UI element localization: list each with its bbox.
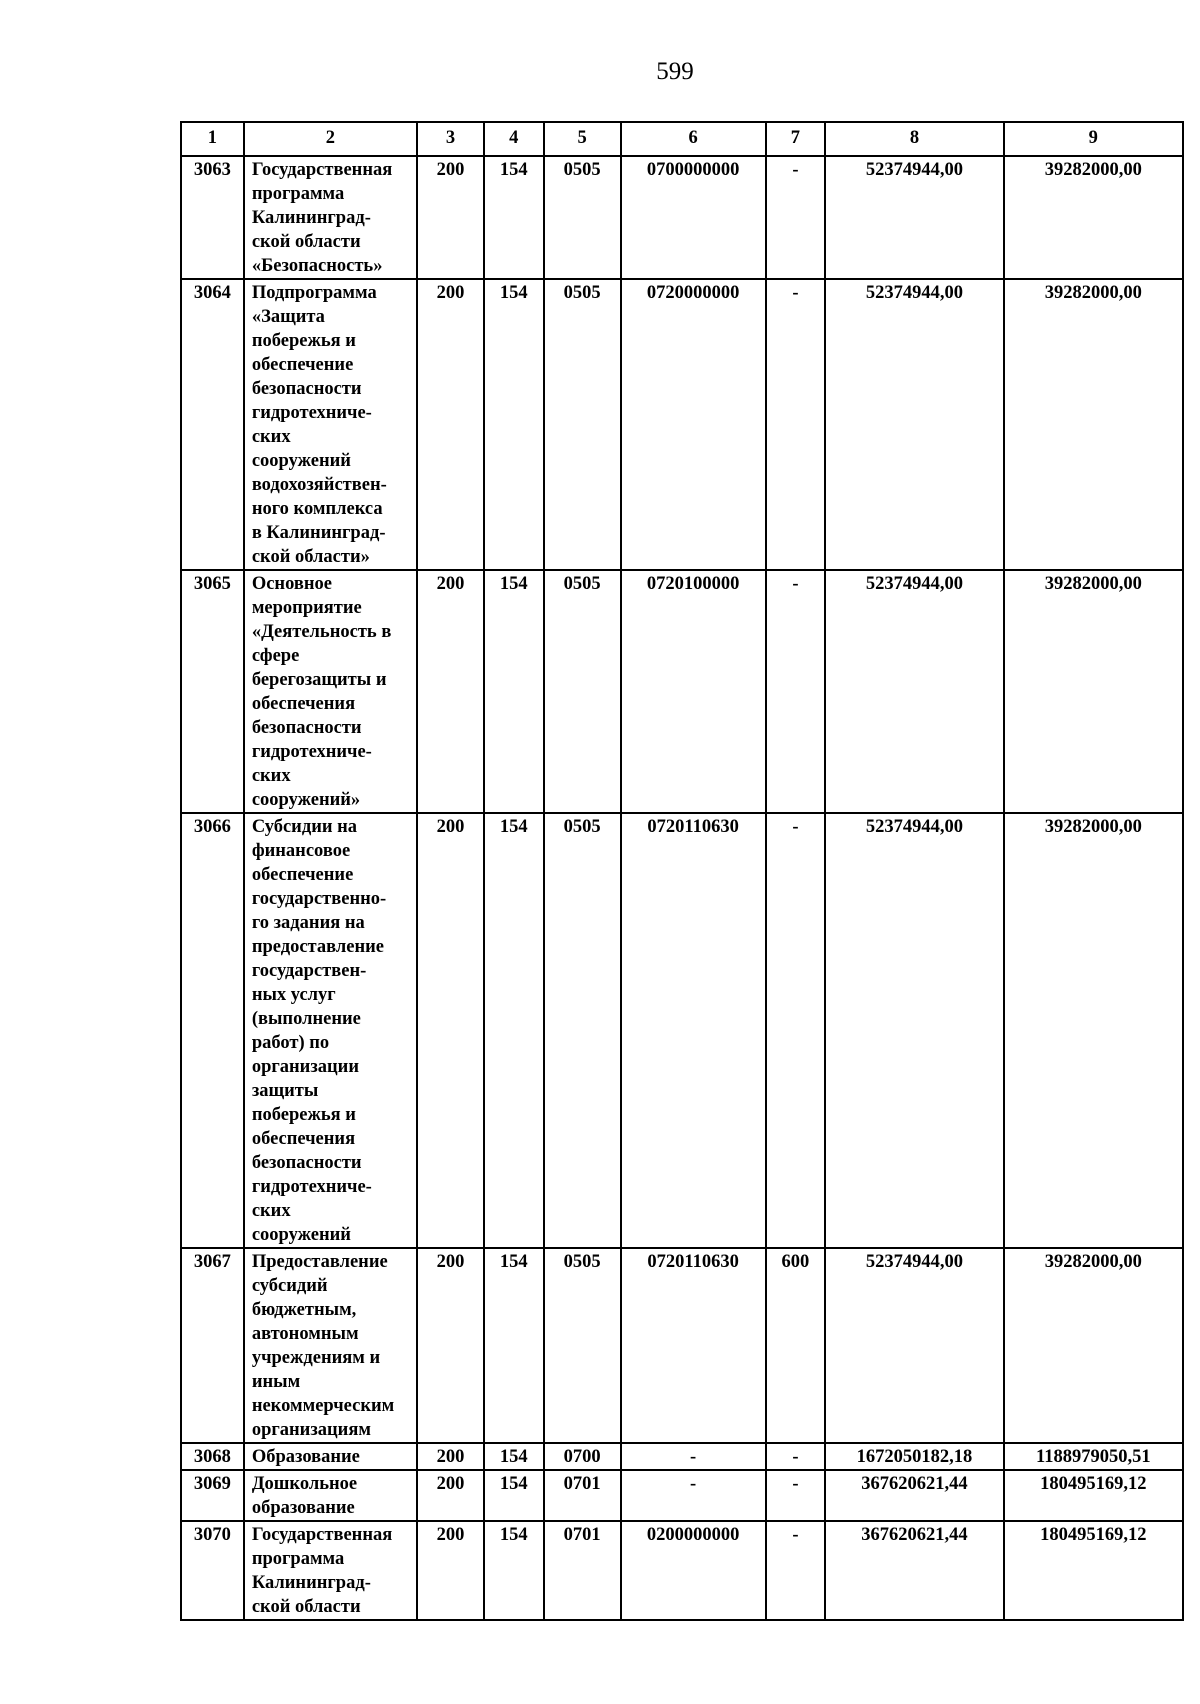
- row-name-line: защиты: [251, 1081, 319, 1101]
- col6-cell: -: [621, 1443, 766, 1470]
- col4-cell: 154: [484, 813, 544, 1248]
- row-name-line: Государственная: [251, 160, 393, 180]
- amount-col9-cell: 180495169,12: [1004, 1470, 1183, 1521]
- col4-cell: 154: [484, 156, 544, 279]
- amount-col9-cell: 39282000,00: [1004, 156, 1183, 279]
- row-name-line: Дошкольное: [251, 1474, 358, 1494]
- amount-col8-cell: 52374944,00: [825, 156, 1003, 279]
- col4-cell: 154: [484, 1443, 544, 1470]
- amount-col9-cell: 1188979050,51: [1004, 1443, 1183, 1470]
- column-header-5: 5: [544, 122, 621, 156]
- col4-cell: 154: [484, 279, 544, 570]
- col4-cell: 154: [484, 570, 544, 813]
- amount-col8-cell: 52374944,00: [825, 813, 1003, 1248]
- col7-cell: -: [766, 1521, 826, 1620]
- amount-col9-cell: 39282000,00: [1004, 1248, 1183, 1443]
- col3-cell: 200: [417, 1470, 484, 1521]
- col3-cell: 200: [417, 156, 484, 279]
- table-row: [181, 1443, 1183, 1470]
- table-row: [181, 156, 1183, 279]
- col3-cell: 200: [417, 1248, 484, 1443]
- col4-cell: 154: [484, 1470, 544, 1521]
- row-name-line: Образование: [251, 1447, 360, 1467]
- row-name-line: гидротехниче-: [251, 403, 372, 423]
- column-header-7: 7: [766, 122, 826, 156]
- row-name-line: работ) по: [251, 1033, 330, 1053]
- amount-col8-cell: 52374944,00: [825, 1248, 1003, 1443]
- amount-col8-cell: 367620621,44: [825, 1470, 1003, 1521]
- row-name-line: «Деятельность в: [251, 622, 392, 642]
- row-number-cell: 3063: [181, 156, 244, 279]
- col7-cell: -: [766, 570, 826, 813]
- col3-cell: 200: [417, 279, 484, 570]
- row-name-line: программа: [251, 184, 345, 204]
- row-name-line: «Защита: [251, 307, 325, 327]
- page-number: 599: [656, 58, 694, 85]
- row-name-line: ской области: [251, 1597, 361, 1617]
- row-name-line: Предоставление: [251, 1252, 388, 1272]
- row-name-line: побережья и: [251, 331, 356, 351]
- row-number-cell: 3065: [181, 570, 244, 813]
- row-name-line: Калининград-: [251, 1573, 371, 1593]
- row-name-line: побережья и: [251, 1105, 356, 1125]
- col5-cell: 0701: [544, 1470, 621, 1521]
- amount-col8-cell: 1672050182,18: [825, 1443, 1003, 1470]
- col5-cell: 0700: [544, 1443, 621, 1470]
- row-name-line: обеспечения: [251, 694, 356, 714]
- column-header-2: 2: [244, 122, 417, 156]
- row-name-line: в Калининград-: [251, 523, 386, 543]
- row-name-cell: [244, 1521, 417, 1620]
- amount-col8-cell: 52374944,00: [825, 279, 1003, 570]
- col7-cell: -: [766, 279, 826, 570]
- row-name-line: го задания на: [251, 913, 365, 933]
- budget-table: [180, 121, 1184, 1621]
- row-name-line: сооружений: [251, 451, 351, 471]
- row-name-line: Калининград-: [251, 208, 371, 228]
- col5-cell: 0701: [544, 1521, 621, 1620]
- table-row: [181, 1248, 1183, 1443]
- col6-cell: 0700000000: [621, 156, 766, 279]
- row-name-line: мероприятие: [251, 598, 362, 618]
- row-name-cell: [244, 279, 417, 570]
- col3-cell: 200: [417, 1521, 484, 1620]
- col6-cell: 0720110630: [621, 1248, 766, 1443]
- row-name-line: Субсидии на: [251, 817, 358, 837]
- amount-col8-cell: 367620621,44: [825, 1521, 1003, 1620]
- row-name-line: автономным: [251, 1324, 359, 1344]
- column-header-1: 1: [181, 122, 244, 156]
- row-name-line: безопасности: [251, 1153, 362, 1173]
- row-name-line: гидротехниче-: [251, 742, 372, 762]
- row-name-cell: [244, 570, 417, 813]
- row-name-line: безопасности: [251, 379, 362, 399]
- row-name-line: образование: [251, 1498, 355, 1518]
- row-number-cell: 3067: [181, 1248, 244, 1443]
- row-name-line: предоставление: [251, 937, 384, 957]
- col6-cell: -: [621, 1470, 766, 1521]
- row-name-line: безопасности: [251, 718, 362, 738]
- header-row: [181, 122, 1183, 156]
- col4-cell: 154: [484, 1521, 544, 1620]
- row-name-line: «Безопасность»: [251, 256, 383, 276]
- row-name-line: сооружений»: [251, 790, 361, 810]
- row-name-line: государствен-: [251, 961, 367, 981]
- table-row: [181, 279, 1183, 570]
- table-body: [181, 156, 1183, 1620]
- col7-cell: -: [766, 156, 826, 279]
- row-name-cell: [244, 813, 417, 1248]
- row-name-line: сооружений: [251, 1225, 351, 1245]
- col6-cell: 0720100000: [621, 570, 766, 813]
- amount-col9-cell: 39282000,00: [1004, 279, 1183, 570]
- col7-cell: 600: [766, 1248, 826, 1443]
- row-number-cell: 3069: [181, 1470, 244, 1521]
- table-row: [181, 1521, 1183, 1620]
- row-name-line: водохозяйствен-: [251, 475, 387, 495]
- amount-col9-cell: 39282000,00: [1004, 813, 1183, 1248]
- column-header-6: 6: [621, 122, 766, 156]
- col7-cell: -: [766, 1470, 826, 1521]
- row-name-line: ного комплекса: [251, 499, 383, 519]
- column-header-4: 4: [484, 122, 544, 156]
- col7-cell: -: [766, 1443, 826, 1470]
- col3-cell: 200: [417, 1443, 484, 1470]
- row-number-cell: 3068: [181, 1443, 244, 1470]
- row-name-line: (выполнение: [251, 1009, 361, 1029]
- col5-cell: 0505: [544, 279, 621, 570]
- row-number-cell: 3064: [181, 279, 244, 570]
- row-name-line: Государственная: [251, 1525, 393, 1545]
- row-name-line: ных услуг: [251, 985, 336, 1005]
- row-name-cell: [244, 1443, 417, 1470]
- column-header-9: 9: [1004, 122, 1183, 156]
- row-number-cell: 3070: [181, 1521, 244, 1620]
- col7-cell: -: [766, 813, 826, 1248]
- row-name-line: обеспечения: [251, 1129, 356, 1149]
- amount-col9-cell: 39282000,00: [1004, 570, 1183, 813]
- column-header-8: 8: [825, 122, 1003, 156]
- row-name-line: организациям: [251, 1420, 371, 1440]
- table-row: [181, 813, 1183, 1248]
- col3-cell: 200: [417, 813, 484, 1248]
- row-name-line: государственно-: [251, 889, 387, 909]
- row-name-line: Основное: [251, 574, 332, 594]
- row-name-line: ских: [251, 766, 291, 786]
- col5-cell: 0505: [544, 570, 621, 813]
- row-name-line: обеспечение: [251, 865, 354, 885]
- row-name-cell: [244, 1470, 417, 1521]
- row-name-line: учреждениям и: [251, 1348, 381, 1368]
- col5-cell: 0505: [544, 1248, 621, 1443]
- col5-cell: 0505: [544, 813, 621, 1248]
- row-name-line: иным: [251, 1372, 301, 1392]
- col6-cell: 0720110630: [621, 813, 766, 1248]
- row-name-line: Подпрограмма: [251, 283, 377, 303]
- col4-cell: 154: [484, 1248, 544, 1443]
- row-name-line: некоммерческим: [251, 1396, 395, 1416]
- row-name-line: берегозащиты и: [251, 670, 387, 690]
- row-name-line: сфере: [251, 646, 300, 666]
- row-name-line: обеспечение: [251, 355, 354, 375]
- row-name-line: бюджетным,: [251, 1300, 357, 1320]
- row-name-line: программа: [251, 1549, 345, 1569]
- row-name-line: ских: [251, 427, 291, 447]
- table-row: [181, 1470, 1183, 1521]
- col3-cell: 200: [417, 570, 484, 813]
- row-name-cell: [244, 156, 417, 279]
- column-header-3: 3: [417, 122, 484, 156]
- col5-cell: 0505: [544, 156, 621, 279]
- amount-col8-cell: 52374944,00: [825, 570, 1003, 813]
- row-name-line: ской области: [251, 232, 361, 252]
- row-name-line: ской области»: [251, 547, 370, 567]
- col6-cell: 0200000000: [621, 1521, 766, 1620]
- row-name-line: финансовое: [251, 841, 351, 861]
- row-name-line: организации: [251, 1057, 359, 1077]
- amount-col9-cell: 180495169,12: [1004, 1521, 1183, 1620]
- table-row: [181, 570, 1183, 813]
- row-number-cell: 3066: [181, 813, 244, 1248]
- row-name-line: субсидий: [251, 1276, 328, 1296]
- row-name-line: ских: [251, 1201, 291, 1221]
- row-name-cell: [244, 1248, 417, 1443]
- col6-cell: 0720000000: [621, 279, 766, 570]
- row-name-line: гидротехниче-: [251, 1177, 372, 1197]
